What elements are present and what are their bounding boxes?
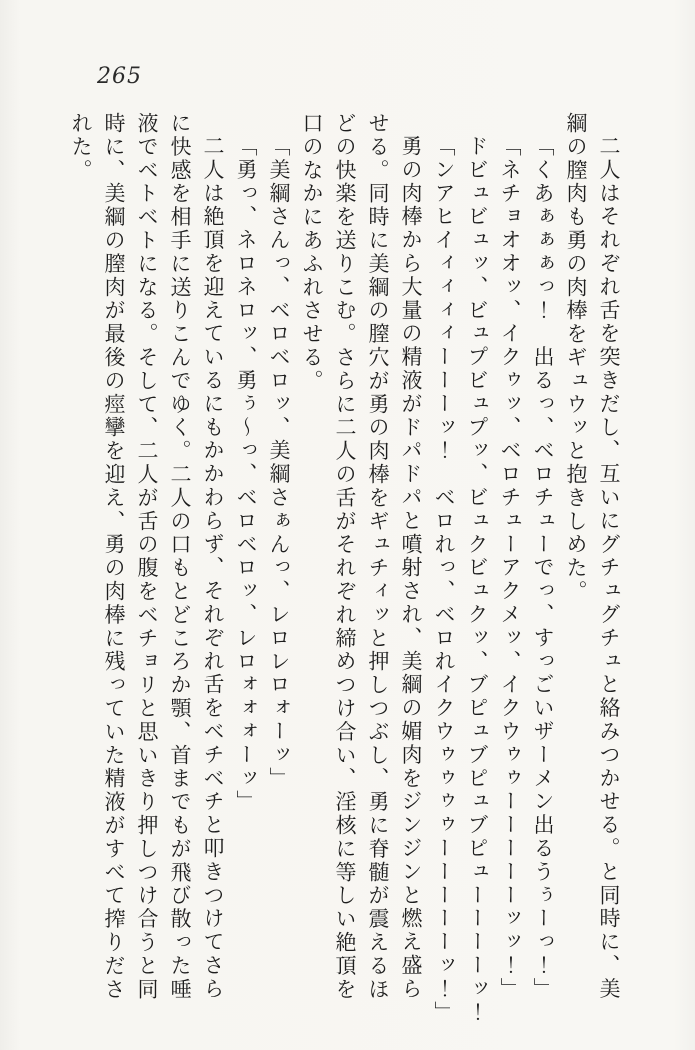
text-column: 液でベトベトになる。そして、二人が舌の腹をベチョリと思いきり押しつけ合うと同 — [135, 112, 159, 1002]
text-column: 時に、美綱の膣肉が最後の痙攣を迎え、勇の肉棒に残っていた精液がすべて搾りださ — [102, 112, 126, 1002]
text-column: 「勇っ、ネロネロッ、勇ぅ～っ、ベロベロッ、レロォォォーッ」 — [234, 135, 258, 814]
text-column: 綱の膣肉も勇の肉棒をギュウッと抱きしめた。 — [564, 112, 588, 604]
page-number: 265 — [97, 64, 142, 89]
text-column: 「美綱さんっ、ベロベロッ、美綱さぁんっ、レロレロォーッ」 — [267, 135, 291, 791]
text-column: 勇の肉棒から大量の精液がドパドパと噴射され、美綱の媚肉をジンジンと燃え盛ら — [399, 135, 423, 1002]
text-column: 「ンアヒイィィィィーーーッ！ ベロれっ、ベロれイクウゥゥゥゥーーーーーッ！」 — [432, 135, 456, 1025]
text-column: 二人はそれぞれ舌を突きだし、互いにグチュグチュと絡みつかせる。と同時に、美 — [597, 135, 621, 1002]
text-column: どの快楽を送りこむ。さらに二人の舌がそれぞれ締めつけ合い、淫核に等しい絶頂を — [333, 112, 357, 1002]
text-column: せる。同時に美綱の膣穴が勇の肉棒をギュチィッと押しつぶし、勇に脊髄が震えるほ — [366, 112, 390, 1002]
vertical-text-block — [64, 112, 625, 1025]
text-column: ドビュビュッ、ビュプビュプッ、ビュクビュクッ、ブピュブピュブピューーーーッ！ — [465, 135, 489, 1025]
text-column: 口のなかにあふれさせる。 — [300, 112, 324, 393]
text-column: に快感を相手に送りこんでゆく。二人の口もとどころか顎、首までもが飛び散った唾 — [168, 112, 192, 1002]
text-column: 「ネチョオオッ、イクゥッ、ベロチューアクメッ、イクウゥゥーーーーーッッ！」 — [498, 135, 522, 1002]
text-column: れた。 — [69, 112, 93, 183]
text-column: 「くあぁぁぁっ！ 出るっ、ベロチューでっ、すっごいザーメン出るうぅーっ！」 — [531, 135, 555, 1002]
text-column: 二人は絶頂を迎えているにもかかわらず、それぞれ舌をベチベチと叩きつけてさら — [201, 135, 225, 1002]
